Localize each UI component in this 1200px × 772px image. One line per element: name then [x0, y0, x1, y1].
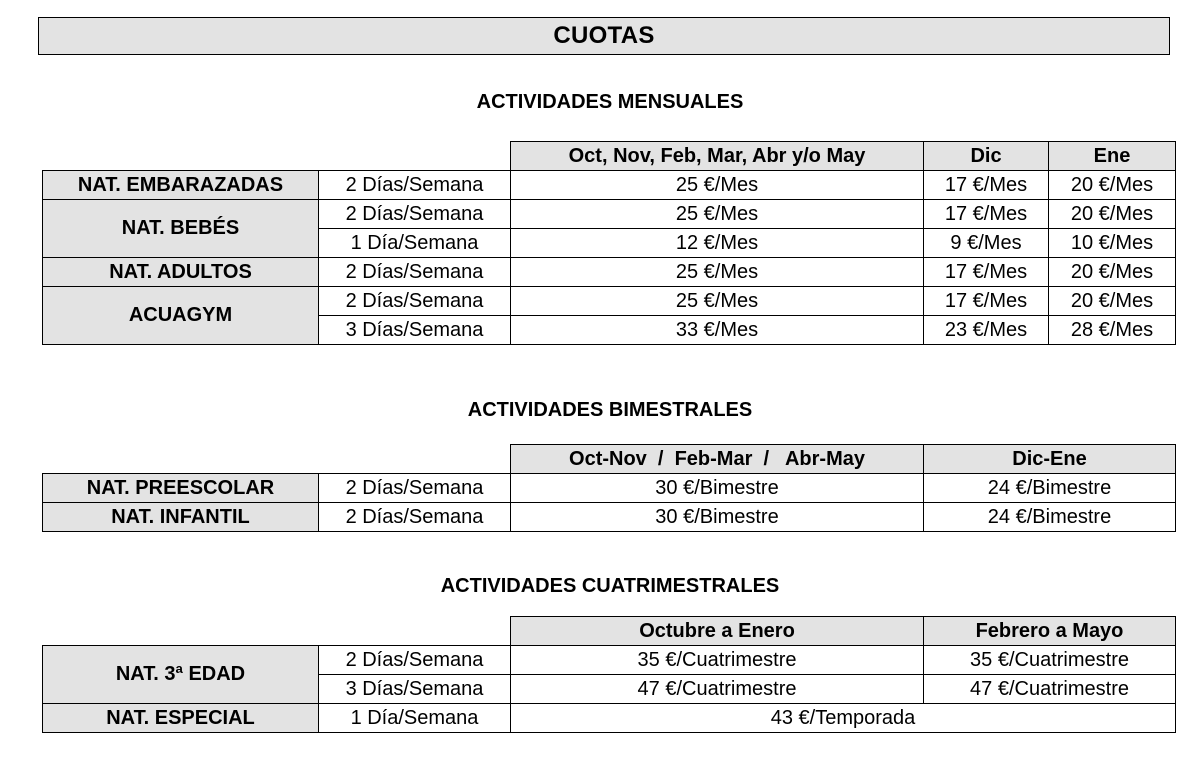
activity-label: NAT. PREESCOLAR	[43, 474, 319, 503]
activity-label: NAT. INFANTIL	[43, 503, 319, 532]
fee-cell: 17 €/Mes	[924, 171, 1049, 200]
fee-cell: 20 €/Mes	[1049, 287, 1176, 316]
column-header: Oct-Nov / Feb-Mar / Abr-May	[511, 445, 924, 474]
empty-corner	[43, 142, 511, 171]
table-mensuales	[42, 141, 1176, 345]
fee-cell: 28 €/Mes	[1049, 316, 1176, 345]
column-header: Febrero a Mayo	[924, 617, 1176, 646]
fee-cell: 17 €/Mes	[924, 287, 1049, 316]
frequency-cell: 1 Día/Semana	[319, 704, 511, 733]
table-row	[43, 503, 1176, 532]
column-header: Octubre a Enero	[511, 617, 924, 646]
fee-cell: 43 €/Temporada	[511, 704, 1176, 733]
fee-cell: 47 €/Cuatrimestre	[924, 675, 1176, 704]
activity-label: NAT. BEBÉS	[43, 200, 319, 258]
fee-cell: 20 €/Mes	[1049, 171, 1176, 200]
frequency-cell: 2 Días/Semana	[319, 258, 511, 287]
fee-cell: 17 €/Mes	[924, 200, 1049, 229]
frequency-cell: 2 Días/Semana	[319, 200, 511, 229]
fee-cell: 25 €/Mes	[511, 171, 924, 200]
column-header: Dic-Ene	[924, 445, 1176, 474]
fee-cell: 20 €/Mes	[1049, 258, 1176, 287]
table-row	[43, 474, 1176, 503]
fee-cell: 35 €/Cuatrimestre	[511, 646, 924, 675]
fee-cell: 25 €/Mes	[511, 258, 924, 287]
table-row	[43, 646, 1176, 675]
activity-label: ACUAGYM	[43, 287, 319, 345]
table-row	[43, 258, 1176, 287]
table-row	[43, 287, 1176, 316]
frequency-cell: 2 Días/Semana	[319, 474, 511, 503]
fee-cell: 10 €/Mes	[1049, 229, 1176, 258]
activity-label: NAT. ADULTOS	[43, 258, 319, 287]
frequency-cell: 2 Días/Semana	[319, 503, 511, 532]
activity-label: NAT. ESPECIAL	[43, 704, 319, 733]
column-header: Ene	[1049, 142, 1176, 171]
frequency-cell: 2 Días/Semana	[319, 646, 511, 675]
frequency-cell: 2 Días/Semana	[319, 171, 511, 200]
activity-label: NAT. 3ª EDAD	[43, 646, 319, 704]
frequency-cell: 2 Días/Semana	[319, 287, 511, 316]
table-bimestrales	[42, 444, 1176, 532]
column-header: Dic	[924, 142, 1049, 171]
fee-cell: 47 €/Cuatrimestre	[511, 675, 924, 704]
header-row	[43, 445, 1176, 474]
fee-cell: 9 €/Mes	[924, 229, 1049, 258]
table-row	[43, 200, 1176, 229]
activity-label: NAT. EMBARAZADAS	[43, 171, 319, 200]
fee-cell: 30 €/Bimestre	[511, 503, 924, 532]
fee-cell: 20 €/Mes	[1049, 200, 1176, 229]
fee-cell: 25 €/Mes	[511, 287, 924, 316]
empty-corner	[43, 445, 511, 474]
header-row	[43, 617, 1176, 646]
frequency-cell: 3 Días/Semana	[319, 675, 511, 704]
section-title-bimestrales: ACTIVIDADES BIMESTRALES	[467, 399, 753, 421]
table-cuatrimestrales	[42, 616, 1176, 733]
fee-cell: 24 €/Bimestre	[924, 503, 1176, 532]
fee-cell: 30 €/Bimestre	[511, 474, 924, 503]
table-row	[43, 704, 1176, 733]
fee-cell: 17 €/Mes	[924, 258, 1049, 287]
column-header: Oct, Nov, Feb, Mar, Abr y/o May	[511, 142, 924, 171]
frequency-cell: 3 Días/Semana	[319, 316, 511, 345]
fee-cell: 33 €/Mes	[511, 316, 924, 345]
fee-cell: 24 €/Bimestre	[924, 474, 1176, 503]
fee-cell: 35 €/Cuatrimestre	[924, 646, 1176, 675]
header-row	[43, 142, 1176, 171]
empty-corner	[43, 617, 511, 646]
section-title-mensuales: ACTIVIDADES MENSUALES	[476, 91, 744, 113]
fee-cell: 25 €/Mes	[511, 200, 924, 229]
section-title-cuatrimestrales: ACTIVIDADES CUATRIMESTRALES	[440, 575, 780, 597]
fee-cell: 23 €/Mes	[924, 316, 1049, 345]
page-title: CUOTAS	[38, 17, 1170, 55]
fee-cell: 12 €/Mes	[511, 229, 924, 258]
frequency-cell: 1 Día/Semana	[319, 229, 511, 258]
table-row	[43, 171, 1176, 200]
